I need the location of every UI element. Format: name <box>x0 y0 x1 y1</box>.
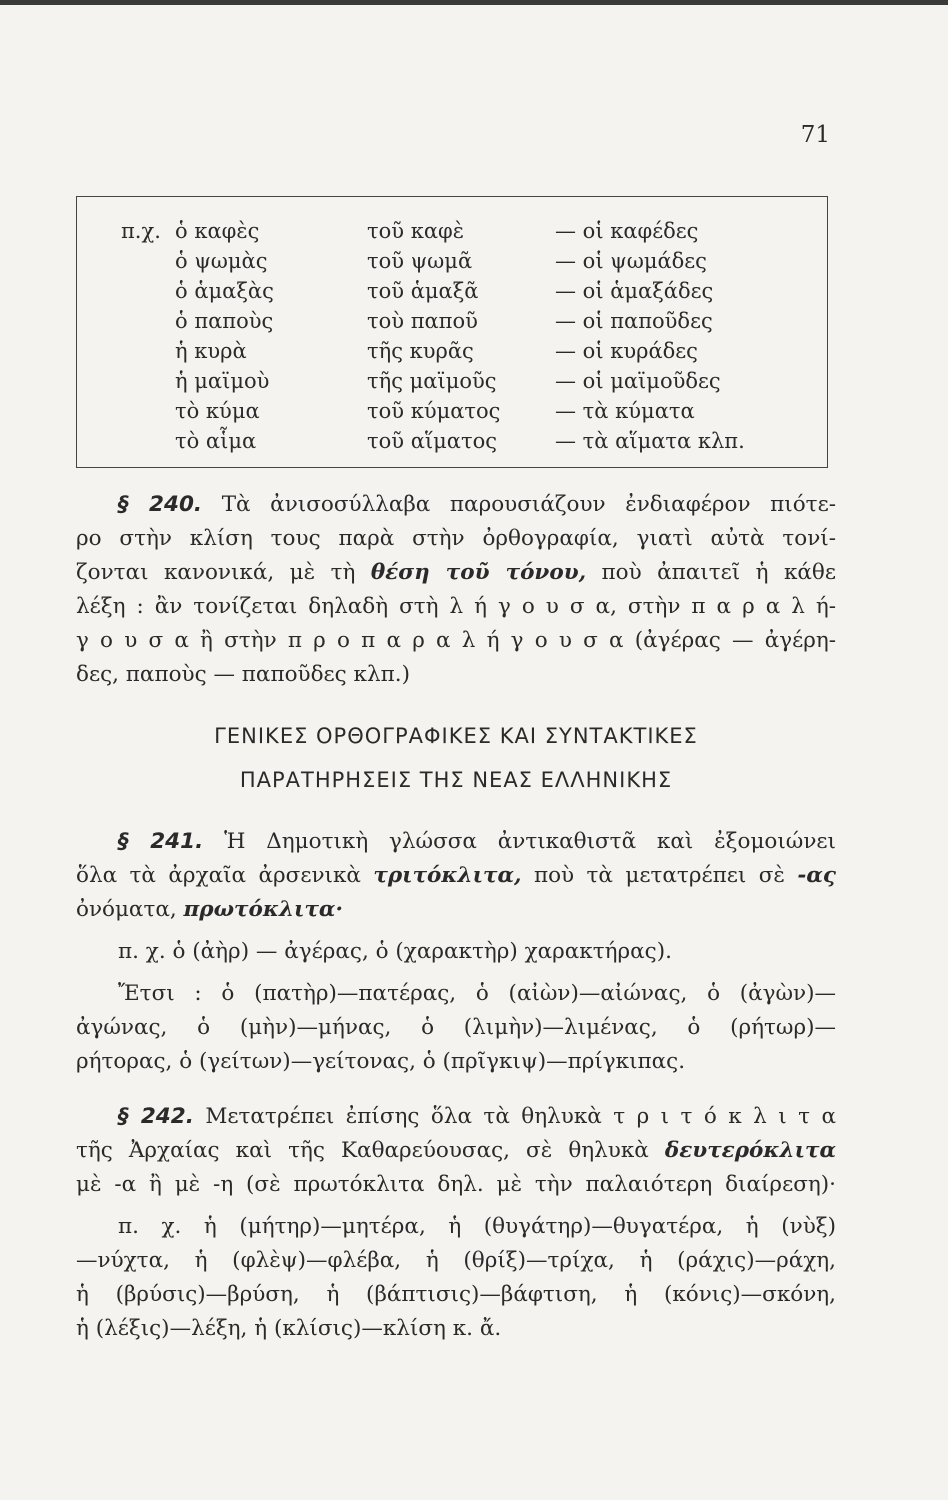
nominative: τὸ κύμα <box>175 399 260 423</box>
section-242 <box>76 1100 836 1346</box>
nominative: τὸ αἷμα <box>175 429 257 453</box>
section-241 <box>76 825 836 1079</box>
nominative: ὁ ψωμὰς <box>175 249 268 273</box>
table-row <box>77 219 827 249</box>
paragraph-line: λέξη : ἂν τονίζεται δηλαδὴ στὴ λ ή γ ο υ σ α, στὴν π α ρ α λ ή- <box>76 594 836 619</box>
paragraph-line: ἡ (λέξις)—λέξη, ἡ (κλίσις)—κλίση κ. ἄ. <box>76 1316 502 1341</box>
plural: — οἱ μαϊμοῦδες <box>555 369 721 393</box>
table-row <box>77 429 827 459</box>
section-number: § 240. <box>118 492 203 517</box>
genitive: τῆς κυρᾶς <box>367 339 474 363</box>
plural: — τὰ κύματα <box>555 399 695 423</box>
paragraph-line: ὅλα τὰ ἀρχαῖα ἀρσενικὰ τριτόκλιτα, ποὺ τὰ μετατρέπει σὲ -ας <box>76 863 836 888</box>
genitive: τοῦ ἁμαξᾶ <box>367 279 479 303</box>
plural: — οἱ καφέδες <box>555 219 699 243</box>
genitive: τοῦ κύματος <box>367 399 501 423</box>
paragraph-line: ἡ (βρύσις)—βρύση, ἡ (βάπτισις)—βάφτιση, ἡ (κόνις)—σκόνη, <box>76 1282 836 1307</box>
genitive: τοὺ παποῦ <box>367 309 478 333</box>
paragraph-line: ὀνόματα, πρωτόκλιτα· <box>76 897 343 922</box>
emphasis: πρωτόκλιτα· <box>183 897 343 922</box>
table-row <box>77 279 827 309</box>
paragraph-line: π. χ. ὁ (ἀὴρ) — ἀγέρας, ὁ (χαρακτὴρ) χαρακτήρας). <box>118 939 672 964</box>
table-row <box>77 309 827 339</box>
plural: — οἱ ἁμαξάδες <box>555 279 714 303</box>
paragraph-line: μὲ -α ἢ μὲ -η (σὲ πρωτόκλιτα δηλ. μὲ τὴν παλαιότερη διαίρεση)· <box>76 1172 836 1197</box>
paragraph-line: τῆς Ἀρχαίας καὶ τῆς Καθαρεύουσας, σὲ θηλυκὰ δευτερόκλιτα <box>76 1138 836 1163</box>
nominative: ὁ παποὺς <box>175 309 274 333</box>
section-number: § 242. <box>118 1104 194 1129</box>
emphasis: τριτόκλιτα, <box>373 863 522 888</box>
paragraph-line: Ἔτσι : ὁ (πατὴρ)—πατέρας, ὁ (αἰὼν)—αἰώνας, ὁ (ἀγὼν)— <box>118 981 836 1006</box>
page-top-edge <box>0 0 948 5</box>
paragraph-line: ρο στὴν κλίση τους παρὰ στὴν ὀρθογραφία, γιατὶ αὐτὰ τονί- <box>76 526 836 551</box>
table-row <box>77 249 827 279</box>
example-prefix: π.χ. <box>121 219 161 243</box>
plural: — οἱ κυράδες <box>555 339 698 363</box>
genitive: τοῦ ψωμᾶ <box>367 249 473 273</box>
emphasis: θέση τοῦ τόνου, <box>370 560 587 585</box>
emphasis: -ας <box>797 863 836 888</box>
table-row <box>77 339 827 369</box>
nominative: ἡ κυρὰ <box>175 339 247 363</box>
paragraph-line: § 241. Ἡ Δημοτικὴ γλώσσα ἀντικαθιστᾶ καὶ ἐξομοιώνει <box>118 829 836 854</box>
plural: — οἱ ψωμάδες <box>555 249 707 273</box>
table-row <box>77 399 827 429</box>
nominative: ὁ ἁμαξὰς <box>175 279 274 303</box>
paragraph-line: —νύχτα, ἡ (φλὲψ)—φλέβα, ἡ (θρίξ)—τρίχα, ἡ (ράχις)—ράχη, <box>76 1248 836 1273</box>
plural: — τὰ αἵματα κλπ. <box>555 429 745 453</box>
plural: — οἱ παποῦδες <box>555 309 713 333</box>
paragraph-line: ρήτορας, ὁ (γείτων)—γείτονας, ὁ (πρῖγκιψ)—πρίγκιπας. <box>76 1049 686 1074</box>
paragraph-line: § 242. Μετατρέπει ἐπίσης ὅλα τὰ θηλυκὰ τ ρ ι τ ό κ λ ι τ α <box>118 1104 836 1129</box>
declension-table <box>76 196 828 468</box>
section-240 <box>76 488 836 692</box>
paragraph-line: δες, παποὺς — παποῦδες κλπ.) <box>76 662 410 687</box>
section-heading: ΠΑΡΑΤΗΡΗΣΕΙΣ ΤΗΣ ΝΕΑΣ ΕΛΛΗΝΙΚΗΣ <box>239 768 673 792</box>
genitive: τῆς μαϊμοῦς <box>367 369 497 393</box>
paragraph-line: γ ο υ σ α ἢ στὴν π ρ ο π α ρ α λ ή γ ο υ σ α (ἀγέρας — ἀγέρη- <box>76 628 836 653</box>
genitive: τοῦ αἵματος <box>367 429 497 453</box>
section-number: § 241. <box>118 829 204 854</box>
paragraph-line: ἀγώνας, ὁ (μὴν)—μήνας, ὁ (λιμὴν)—λιμένας, ὁ (ρήτωρ)— <box>76 1015 836 1040</box>
nominative: ἡ μαϊμοὺ <box>175 369 270 393</box>
table-row <box>77 369 827 399</box>
paragraph-line: § 240. Τὰ ἀνισοσύλλαβα παρουσιάζουν ἐνδιαφέρον πιότε- <box>118 492 836 517</box>
genitive: τοῦ καφὲ <box>367 219 464 243</box>
section-heading: ΓΕΝΙΚΕΣ ΟΡΘΟΓΡΑΦΙΚΕΣ ΚΑΙ ΣΥΝΤΑΚΤΙΚΕΣ <box>214 724 698 748</box>
paragraph-line: ζονται κανονικά, μὲ τὴ θέση τοῦ τόνου, ποὺ ἀπαιτεῖ ἡ κάθε <box>76 560 836 585</box>
emphasis: δευτερόκλιτα <box>664 1138 836 1163</box>
page-number: 71 <box>800 122 830 148</box>
paragraph-line: π. χ. ἡ (μήτηρ)—μητέρα, ἡ (θυγάτηρ)—θυγατέρα, ἡ (νὺξ) <box>118 1214 836 1239</box>
nominative: ὁ καφὲς <box>175 219 260 243</box>
